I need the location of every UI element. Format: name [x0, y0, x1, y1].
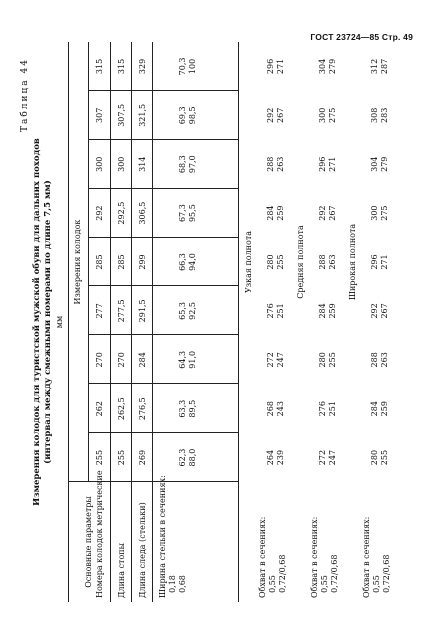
rule-row1 — [110, 42, 111, 602]
rule-row3 — [152, 42, 153, 602]
cell-section-girth: 288 263 — [266, 156, 285, 172]
table-subtitle: (интервал между смежными номерами по длине 7,5 мм) — [43, 180, 53, 464]
cell-section-girth: 292 267 — [370, 303, 389, 319]
cell-section-girth: 292 267 — [318, 205, 337, 221]
cell-section-girth: 296 271 — [266, 58, 285, 75]
cell-section-girth: 264 239 — [266, 449, 285, 466]
cell-trace-length: 321,5 — [138, 103, 147, 127]
rule-top — [68, 42, 69, 602]
cell-numbers: 292 — [95, 205, 104, 221]
cell-section-girth: 284 259 — [370, 401, 389, 417]
cell-section-girth: 280 255 — [318, 352, 337, 368]
col-rule — [88, 139, 238, 140]
cell-section-girth: 296 271 — [318, 156, 337, 172]
cell-trace-length: 284 — [138, 352, 147, 368]
cell-section-girth: 308 283 — [370, 107, 389, 123]
cell-insole-width: 70,3 100 — [178, 57, 197, 76]
rule-row4 — [238, 42, 239, 602]
row-label-foot-length: Длина стопы — [117, 543, 126, 598]
cell-insole-width: 64,3 91,0 — [178, 350, 197, 369]
section-medium-label: Обхват в сечениях: 0,55 0,72/0,68 — [310, 516, 339, 598]
cell-insole-width: 62,3 88,0 — [178, 448, 197, 467]
cell-trace-length: 291,5 — [138, 299, 147, 323]
cell-section-girth: 304 279 — [370, 156, 389, 172]
cell-section-girth: 280 255 — [266, 254, 285, 270]
cell-trace-length: 276,5 — [138, 397, 147, 421]
cell-trace-length: 329 — [138, 58, 147, 75]
cell-insole-width: 68,3 97,0 — [178, 155, 197, 174]
cell-foot-length: 285 — [117, 254, 126, 270]
cell-foot-length: 300 — [117, 156, 126, 172]
col-rule — [88, 334, 238, 335]
cell-insole-width: 69,3 98,5 — [178, 106, 197, 125]
cell-foot-length: 255 — [117, 449, 126, 466]
cell-trace-length: 306,5 — [138, 201, 147, 225]
section-medium-title: Средняя полнота — [296, 225, 305, 299]
cell-section-girth: 296 271 — [370, 254, 389, 270]
col-rule — [88, 237, 238, 238]
cell-foot-length: 307,5 — [117, 103, 126, 127]
cell-section-girth: 276 251 — [318, 401, 337, 417]
cell-numbers: 262 — [95, 401, 104, 417]
cell-insole-width: 65,3 92,5 — [178, 302, 197, 320]
col-header-measures: Измерения колодок — [73, 219, 82, 305]
cell-trace-length: 269 — [138, 449, 147, 466]
cell-foot-length: 270 — [117, 352, 126, 368]
section-wide-label: Обхват в сечениях: 0,55 0,72/0,68 — [362, 516, 391, 598]
cell-section-girth: 272 247 — [318, 449, 337, 466]
row-label-insole-width: Ширина стельки в сечениях: 0,18 0,68 — [158, 475, 187, 598]
cell-section-girth: 288 263 — [318, 254, 337, 270]
rotated-table — [18, 42, 408, 602]
cell-section-girth: 276 251 — [266, 303, 285, 319]
rule-row2 — [131, 42, 132, 602]
col-rule — [88, 285, 238, 286]
cell-insole-width: 67,3 95,5 — [178, 204, 197, 223]
cell-numbers: 285 — [95, 254, 104, 270]
section-wide-title: Широкая полнота — [348, 223, 357, 301]
section-narrow-title: Узкая полнота — [244, 230, 253, 294]
cell-foot-length: 262,5 — [117, 397, 126, 421]
cell-section-girth: 292 267 — [266, 107, 285, 123]
table-label: Таблица 44 — [20, 58, 30, 132]
col-header-params: Основные параметры — [84, 496, 93, 588]
table-unit: мм — [55, 315, 64, 329]
cell-foot-length: 315 — [117, 58, 126, 75]
cell-section-girth: 268 243 — [266, 401, 285, 417]
cell-section-girth: 312 287 — [370, 58, 389, 75]
cell-numbers: 315 — [95, 58, 104, 75]
row-label-numbers: Номера колодок метрические — [95, 470, 104, 598]
cell-foot-length: 292,5 — [117, 201, 126, 225]
table-title: Измерения колодок для туристской мужской обуви для дальних походов — [32, 138, 42, 506]
row-label-trace-length: Длина следа (стельки) — [138, 502, 147, 598]
cell-numbers: 270 — [95, 352, 104, 368]
cell-numbers: 307 — [95, 107, 104, 123]
cell-trace-length: 299 — [138, 254, 147, 270]
cell-numbers: 277 — [95, 303, 104, 319]
cell-section-girth: 300 275 — [318, 107, 337, 123]
cell-insole-width: 66,3 94,0 — [178, 253, 197, 271]
cell-numbers: 300 — [95, 156, 104, 172]
cell-section-girth: 304 279 — [318, 58, 337, 75]
rule-header-mid — [88, 42, 89, 482]
cell-section-girth: 284 259 — [266, 205, 285, 221]
section-narrow-label: Обхват в сечениях: 0,55 0,72/0,68 — [258, 516, 287, 598]
col-rule — [88, 90, 238, 91]
cell-insole-width: 63,3 89,5 — [178, 399, 197, 418]
col-rule — [88, 383, 238, 384]
cell-section-girth: 288 263 — [370, 352, 389, 368]
cell-foot-length: 277,5 — [117, 299, 126, 323]
cell-section-girth: 272 247 — [266, 352, 285, 368]
cell-section-girth: 300 275 — [370, 205, 389, 221]
col-rule — [88, 188, 238, 189]
cell-section-girth: 284 259 — [318, 303, 337, 319]
cell-section-girth: 280 255 — [370, 449, 389, 466]
cell-trace-length: 314 — [138, 156, 147, 172]
cell-numbers: 255 — [95, 449, 104, 466]
page-header-text: ГОСТ 23724—85 Стр. 49 — [310, 32, 413, 42]
col-rule — [88, 432, 238, 433]
